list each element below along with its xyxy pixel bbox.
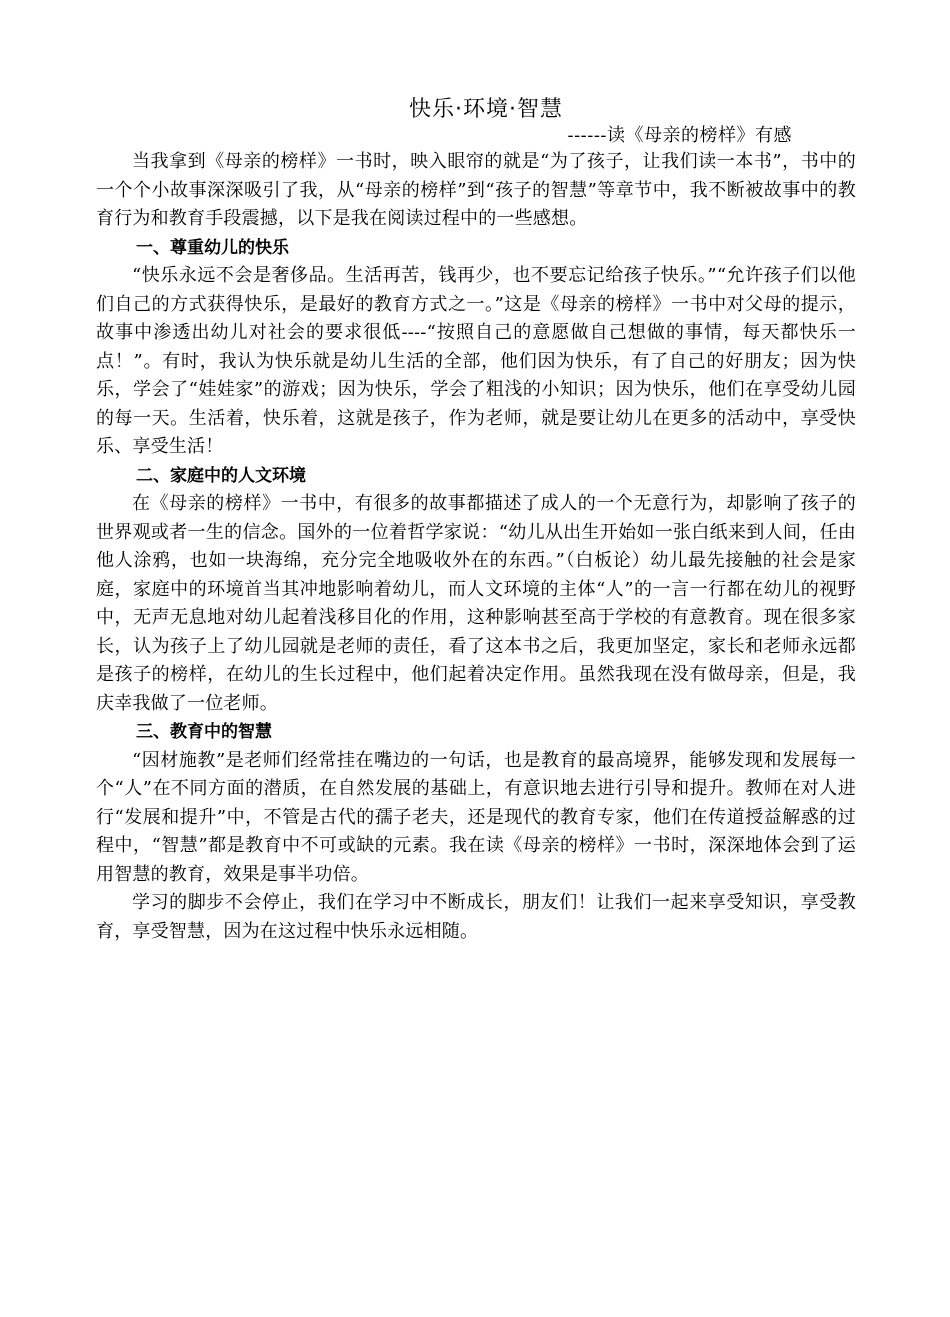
document-title: 快乐·环境·智慧: [409, 97, 563, 122]
intro-paragraph: 当我拿到《母亲的榜样》一书时，映入眼帘的就是“为了孩子，让我们读一本书”，书中的一个个小故事深深吸引了我，从“母亲的榜样”到“孩子的智慧”等章节中，我不断被故事中的教育行为和教育手段震撼，以下是我在阅读过程中的一些感想。: [96, 151, 856, 229]
section-heading-joy: 一、尊重幼儿的快乐: [136, 237, 289, 258]
section-body-joy: “快乐永远不会是奢侈品。生活再苦，钱再少，也不要忘记给孩子快乐。”“允许孩子们以他们自己的方式获得快乐，是最好的教育方式之一。”这是《母亲的榜样》一书中对父母的提示，故事中渗透出幼儿对社会的要求很低----“按照自己的意愿做自己想做的事情，每天都快乐一点！”。有时，我认为快乐就是幼儿生活的全部，他们因为快乐，有了自己的好朋友；因为快乐，学会了“娃娃家”的游戏；因为快乐，学会了粗浅的小知识；因为快乐，他们在享受幼儿园的每一天。生活着，快乐着，这就是孩子，作为老师，就是要让幼儿在更多的活动中，享受快乐、享受生活！: [96, 265, 856, 457]
document-body: [96, 96, 856, 946]
section-heading-wisdom: 三、教育中的智慧: [136, 722, 272, 742]
section-body-environment: 在《母亲的榜样》一书中，有很多的故事都描述了成人的一个无意行为，却影响了孩子的世界观或者一生的信念。国外的一位着哲学家说：“幼儿从出生开始如一张白纸来到人间，任由他人涂鸦，也如一块海绵，充分完全地吸收外在的东西。”（白板论）幼儿最先接触的社会是家庭，家庭中的环境首当其冲地影响着幼儿，而人文环境的主体“人”的一言一行都在幼儿的视野中，无声无息地对幼儿起着浅移目化的作用，这种影响甚至高于学校的有意教育。现在很多家长，认为孩子上了幼儿园就是老师的责任，看了这本书之后，我更加坚定，家长和老师永远都是孩子的榜样，在幼儿的生长过程中，他们起着决定作用。虽然我现在没有做母亲，但是，我庆幸我做了一位老师。: [96, 493, 856, 714]
document-subtitle: ------读《母亲的榜样》有感: [567, 125, 792, 146]
conclusion-paragraph: 学习的脚步不会停止，我们在学习中不断成长，朋友们！让我们一起来享受知识，享受教育，享受智慧，因为在这过程中快乐永远相随。: [96, 892, 856, 942]
section-heading-environment: 二、家庭中的人文环境: [136, 465, 306, 486]
section-body-wisdom: “因材施教”是老师们经常挂在嘴边的一句话，也是教育的最高境界，能够发现和发展每一个“人”在不同方面的潜质，在自然发展的基础上，有意识地去进行引导和提升。教师在对人进行“发展和提升”中，不管是古代的孺子老夫，还是现代的教育专家，他们在传道授益解惑的过程中，“智慧”都是教育中不可或缺的元素。我在读《母亲的榜样》一书时，深深地体会到了运用智慧的教育，效果是事半功倍。: [96, 749, 856, 885]
